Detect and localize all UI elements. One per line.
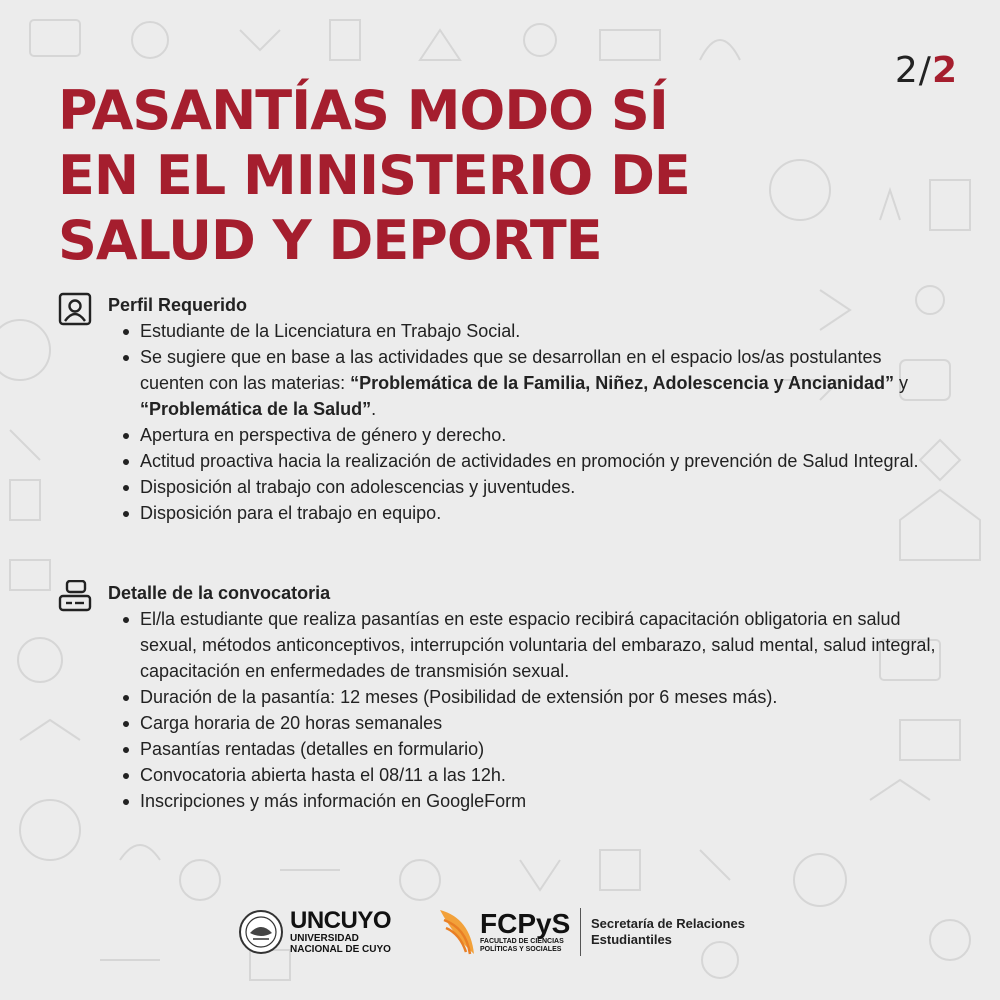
fcpys-name: FCPyS [480,908,571,939]
title-line-1: PASANTÍAS MODO SÍ [58,79,668,142]
list-item: El/la estudiante que realiza pasantías en este espacio recibirá capacitación obligatoria en salud sexual, métodos anticonceptivos, interrupción voluntaria del embarazo, salud mental, salud integral, capacitación en enfermedades de transmisión sexual. [120,606,938,684]
page-counter-current-slide: 2 [894,50,919,91]
secretaria-line-2: Estudiantiles [591,932,672,947]
list-item: Apertura en perspectiva de género y derecho. [120,422,938,448]
secretaria-label [591,916,791,948]
uncuyo-subtitle-2: NACIONAL DE CUYO [290,944,391,955]
perfil-heading: Perfil Requerido [108,295,248,315]
list-item: Actitud proactiva hacia la realización de actividades en promoción y prevención de Salud Integral. [120,448,938,474]
list-item: Inscripciones y más información en GoogleForm [120,788,938,814]
fcpys-flame-icon [436,906,476,958]
list-item: Disposición para el trabajo en equipo. [120,500,938,526]
details-form-icon [58,580,94,616]
uncuyo-subtitle-1: UNIVERSIDAD [290,933,359,944]
list-item: Convocatoria abierta hasta el 08/11 a las 12h. [120,762,938,788]
list-item: Carga horaria de 20 horas semanales [120,710,938,736]
fcpys-subtitle-2: POLÍTICAS Y SOCIALES [480,946,562,953]
uncuyo-logo [238,902,391,962]
title-line-3: SALUD Y DEPORTE [58,209,602,272]
list-item-subject-2: “Problemática de la Salud” [140,399,372,419]
user-profile-icon [58,292,94,328]
footer-logos [0,900,1000,970]
list-item-subject-1: “Problemática de la Familia, Niñez, Adolescencia y Ancianidad” [350,373,894,393]
list-item: Estudiante de la Licenciatura en Trabajo Social. [120,318,938,344]
university-seal-icon [238,909,284,955]
list-item: Duración de la pasantía: 12 meses (Posibilidad de extensión por 6 meses más). [120,684,938,710]
list-item: Disposición al trabajo con adolescencias y juventudes. [120,474,938,500]
list-item [120,344,938,422]
perfil-section [58,292,938,526]
fcpys-subtitle-1: FACULTAD DE CIENCIAS [480,938,564,945]
fcpys-logo [436,902,570,962]
list-item-text: Se sugiere que en base a las actividades que se desarrollan en el espacio los/as postulantes cuenten con las materias: [140,347,882,393]
list-item-text: y [893,373,908,393]
page-counter-total: 2 [931,50,958,91]
page-counter-separator: / [918,50,932,91]
uncuyo-name: UNCUYO [290,907,392,934]
title-line-2: EN EL MINISTERIO DE [58,144,690,207]
list-item: Pasantías rentadas (detalles en formulario) [120,736,938,762]
detalle-section [58,580,938,814]
detalle-heading: Detalle de la convocatoria [108,583,331,603]
page-title [58,78,778,273]
perfil-list [58,318,938,526]
detalle-list [58,606,938,814]
secretaria-line-1: Secretaría de Relaciones [591,916,745,931]
page-counter [895,50,958,91]
list-item-text: . [371,399,377,419]
footer-divider [580,908,581,956]
